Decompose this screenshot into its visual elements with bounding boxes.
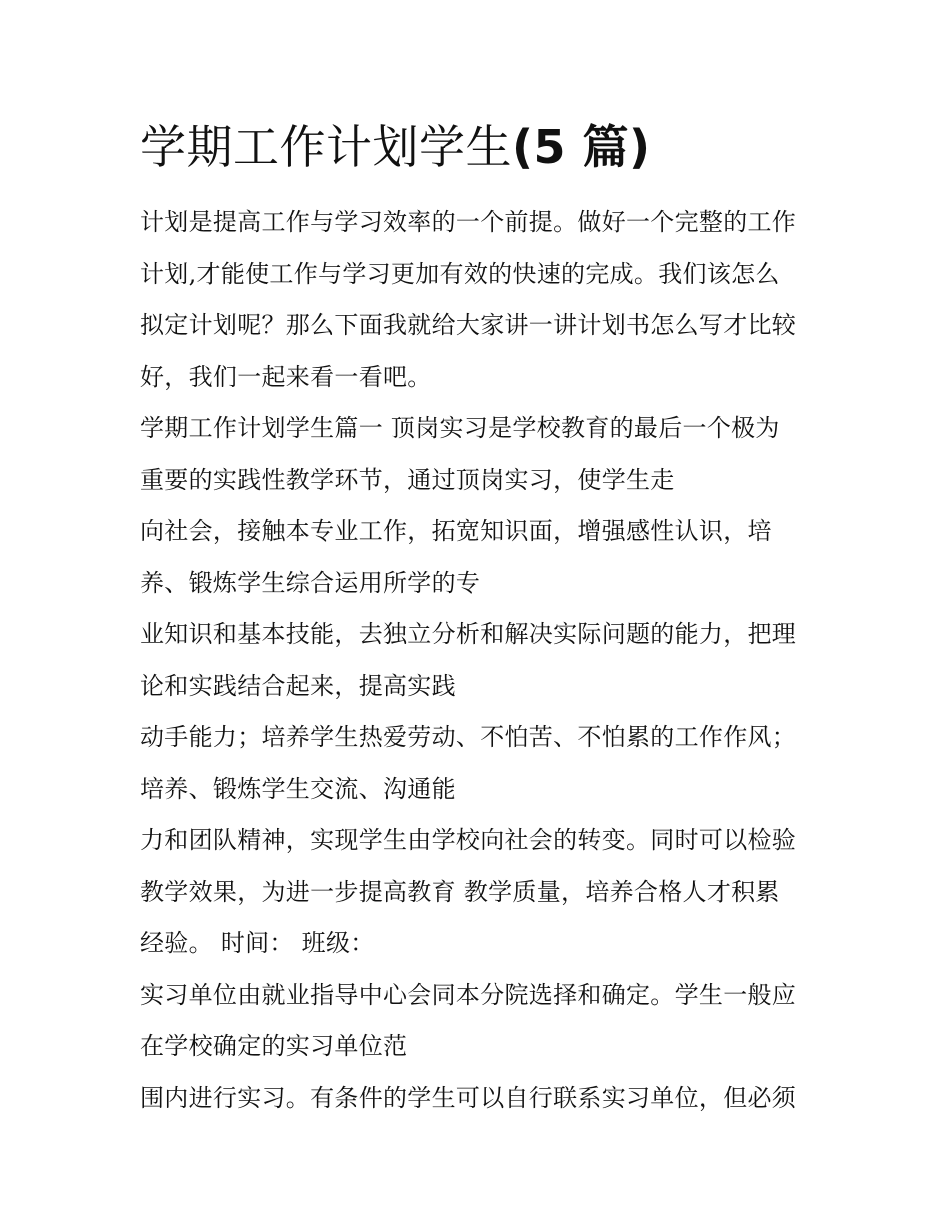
- body-line: 养、锻炼学生综合运用所学的专: [140, 568, 481, 597]
- body-line: 学期工作计划学生篇一 顶岗实习是学校教育的最后一个极为: [140, 414, 780, 442]
- body-line: 教学效果，为进一步提高教育 教学质量，培养合格人才积累: [140, 877, 780, 906]
- title-count: (5 篇): [512, 120, 651, 174]
- body-line: 好，我们一起来看一看吧。: [140, 362, 432, 391]
- document-page: [140, 115, 820, 1124]
- body-line: 计划是提高工作与学习效率的一个前提。做好一个完整的工作: [140, 208, 797, 236]
- body-line: 动手能力；培养学生热爱劳动、不怕苦、不怕累的工作作风；: [140, 723, 797, 751]
- body-line: 论和实践结合起来，提高实践: [140, 671, 456, 700]
- document-body: [140, 197, 820, 1124]
- body-line: 重要的实践性教学环节，通过顶岗实习，使学生走: [140, 465, 675, 494]
- body-line: 力和团队精神，实现学生由学校向社会的转变。同时可以检验: [140, 826, 797, 854]
- body-line: 围内进行实习。有条件的学生可以自行联系实习单位，但必须: [140, 1083, 797, 1112]
- document-title: [140, 115, 820, 179]
- body-line: 计划,才能使工作与学习更加有效的快速的完成。我们该怎么: [140, 259, 780, 288]
- body-line: 拟定计划呢？那么下面我就给大家讲一讲计划书怎么写才比较: [140, 311, 797, 339]
- body-line: 向社会，接触本专业工作，拓宽知识面，增强感性认识，培: [140, 517, 772, 545]
- body-line: 培养、锻炼学生交流、沟通能: [140, 774, 456, 803]
- body-line: 业知识和基本技能，去独立分析和解决实际问题的能力，把理: [140, 620, 797, 648]
- body-line: 在学校确定的实习单位范: [140, 1032, 408, 1060]
- body-line: 实习单位由就业指导中心会同本分院选择和确定。学生一般应: [140, 980, 797, 1009]
- title-text: 学期工作计划学生: [140, 120, 512, 174]
- body-line: 经验。 时间： 班级：: [140, 929, 375, 957]
